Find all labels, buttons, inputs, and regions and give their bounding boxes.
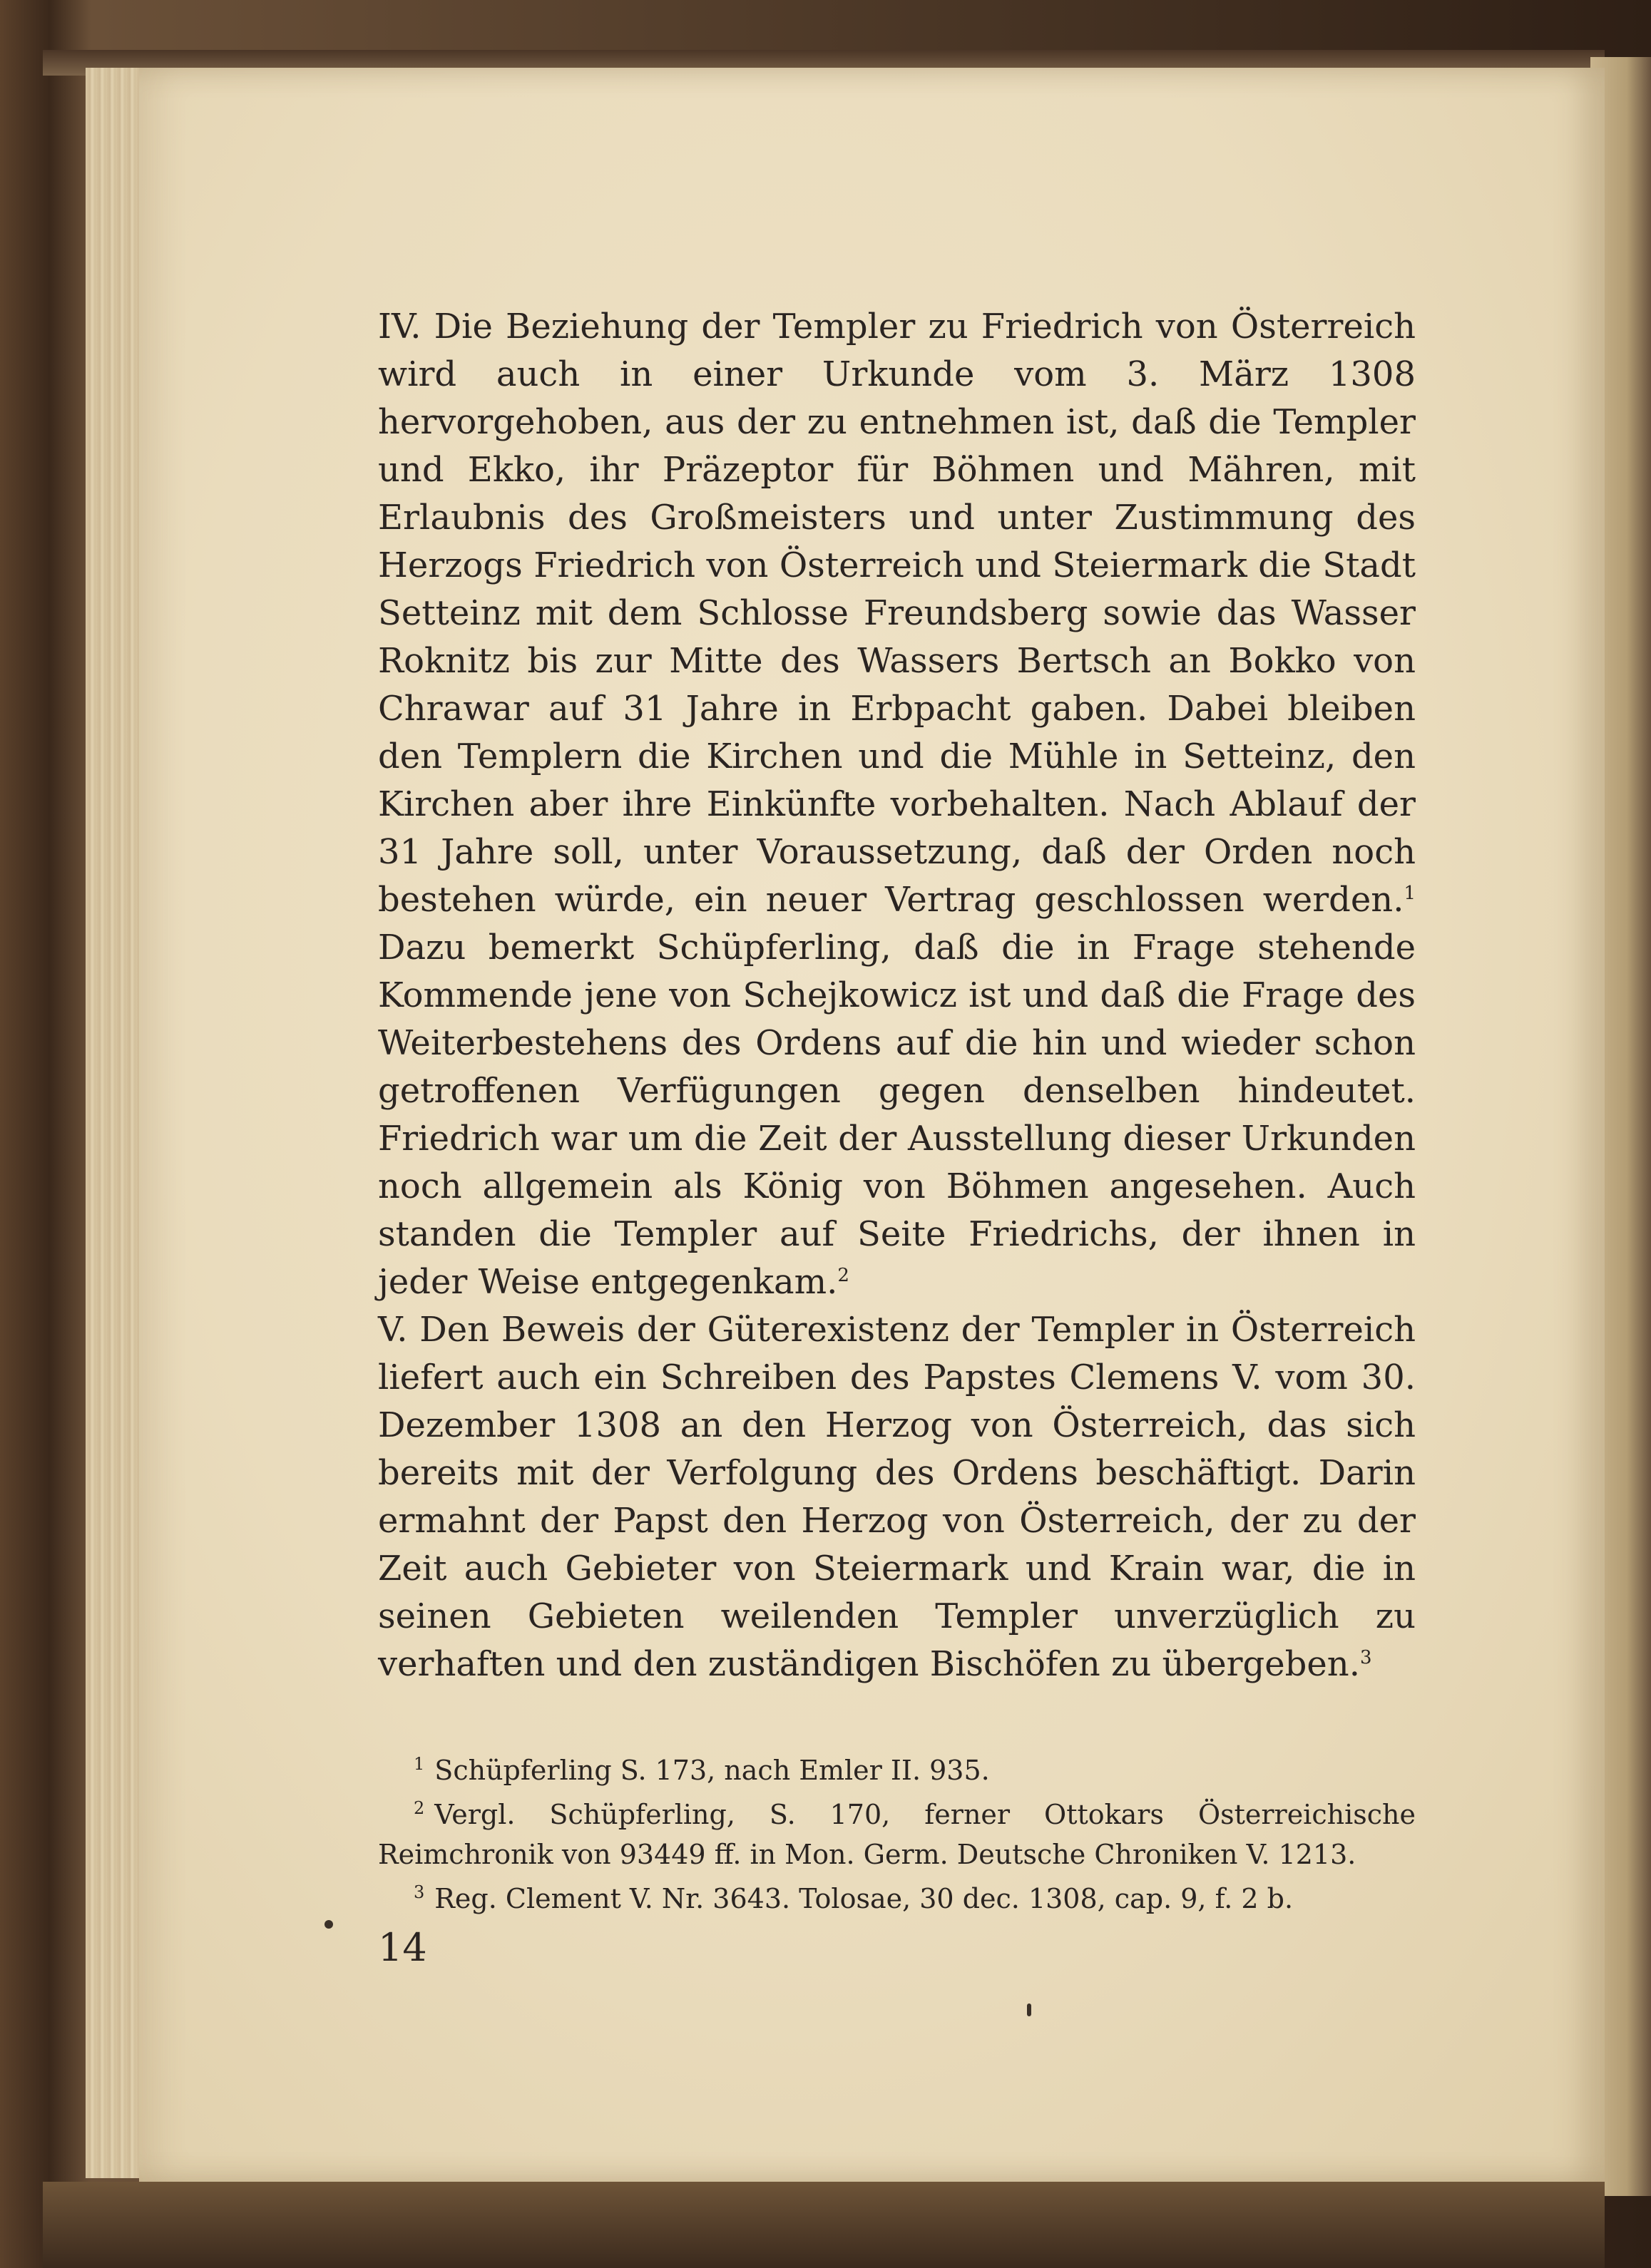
ink-speck (324, 1920, 333, 1929)
footnote-2-number: 2 (414, 1798, 425, 1819)
footnote-1-text: Schüpferling S. 173, nach Emler II. 935. (434, 1755, 990, 1786)
page-number: 14 (378, 1925, 427, 1970)
footnote-3-number: 3 (414, 1882, 425, 1903)
footnote-2-text: Vergl. Schüpferling, S. 170, ferner Ottokars Österreichische Reimchronik von 93449 ff. in Mon. Germ. Deutsche Chroniken V. 1213. (378, 1799, 1416, 1870)
body-text (378, 303, 1416, 1688)
footnote-ref-3: 3 (1359, 1647, 1372, 1668)
paragraph-iv-part2: Dazu bemerkt Schüpferling, daß die in Frage stehende Kommende jene von Schejkowicz ist und daß die Frage des Weiterbestehens des Ordens auf die hin und wieder schon getroffenen Verfügungen gegen denselben hindeutet. Friedrich war um die Zeit der Ausstellung dieser Urkunden noch allgemein als König von Böhmen angesehen. Auch standen die Templer auf Seite Friedrichs, der ihnen in jeder Weise entgegenkam. (378, 928, 1416, 1302)
footnotes (378, 1750, 1416, 1923)
ink-speck (1027, 2003, 1031, 2016)
footnote-3 (378, 1879, 1416, 1919)
footnote-ref-2: 2 (837, 1265, 849, 1286)
footnote-2 (378, 1795, 1416, 1874)
paragraph-v (378, 1306, 1416, 1688)
footnote-ref-1: 1 (1404, 883, 1416, 904)
footnote-1 (378, 1750, 1416, 1790)
footnote-1-number: 1 (414, 1754, 425, 1775)
footnote-3-text: Reg. Clement V. Nr. 3643. Tolosae, 30 dec. 1308, cap. 9, f. 2 b. (434, 1883, 1294, 1914)
book-cover-bottom-edge (43, 2182, 1605, 2268)
paragraph-v-text: V. Den Beweis der Güterexistenz der Templer in Österreich liefert auch ein Schreiben des Papstes Clemens V. vom 30. Dezember 1308 an den Herzog von Österreich, das sich bereits mit der Verfolgung des Ordens beschäftigt. Darin ermahnt der Papst den Herzog von Österreich, der zu der Zeit auch Gebieter von Steiermark und Krain war, die in seinen Gebieten weilenden Templer unverzüglich zu verhaften und den zuständigen Bischöfen zu übergeben. (378, 1310, 1416, 1684)
paragraph-iv (378, 303, 1416, 1306)
paragraph-iv-part1: IV. Die Beziehung der Templer zu Friedrich von Österreich wird auch in einer Urkunde vom 3. März 1308 hervorgehoben, aus der zu entnehmen ist, daß die Templer und Ekko, ihr Präzeptor für Böhmen und Mähren, mit Erlaubnis des Großmeisters und unter Zustimmung des Herzogs Friedrich von Österreich und Steiermark die Stadt Setteinz mit dem Schlosse Freundsberg sowie das Wasser Roknitz bis zur Mitte des Wassers Bertsch an Bokko von Chrawar auf 31 Jahre in Erbpacht gaben. Dabei bleiben den Templern die Kirchen und die Mühle in Setteinz, den Kirchen aber ihre Einkünfte vorbehalten. Nach Ablauf der 31 Jahre soll, unter Voraussetzung, daß der Orden noch bestehen würde, ein neuer Vertrag geschlossen werden. (378, 307, 1416, 920)
